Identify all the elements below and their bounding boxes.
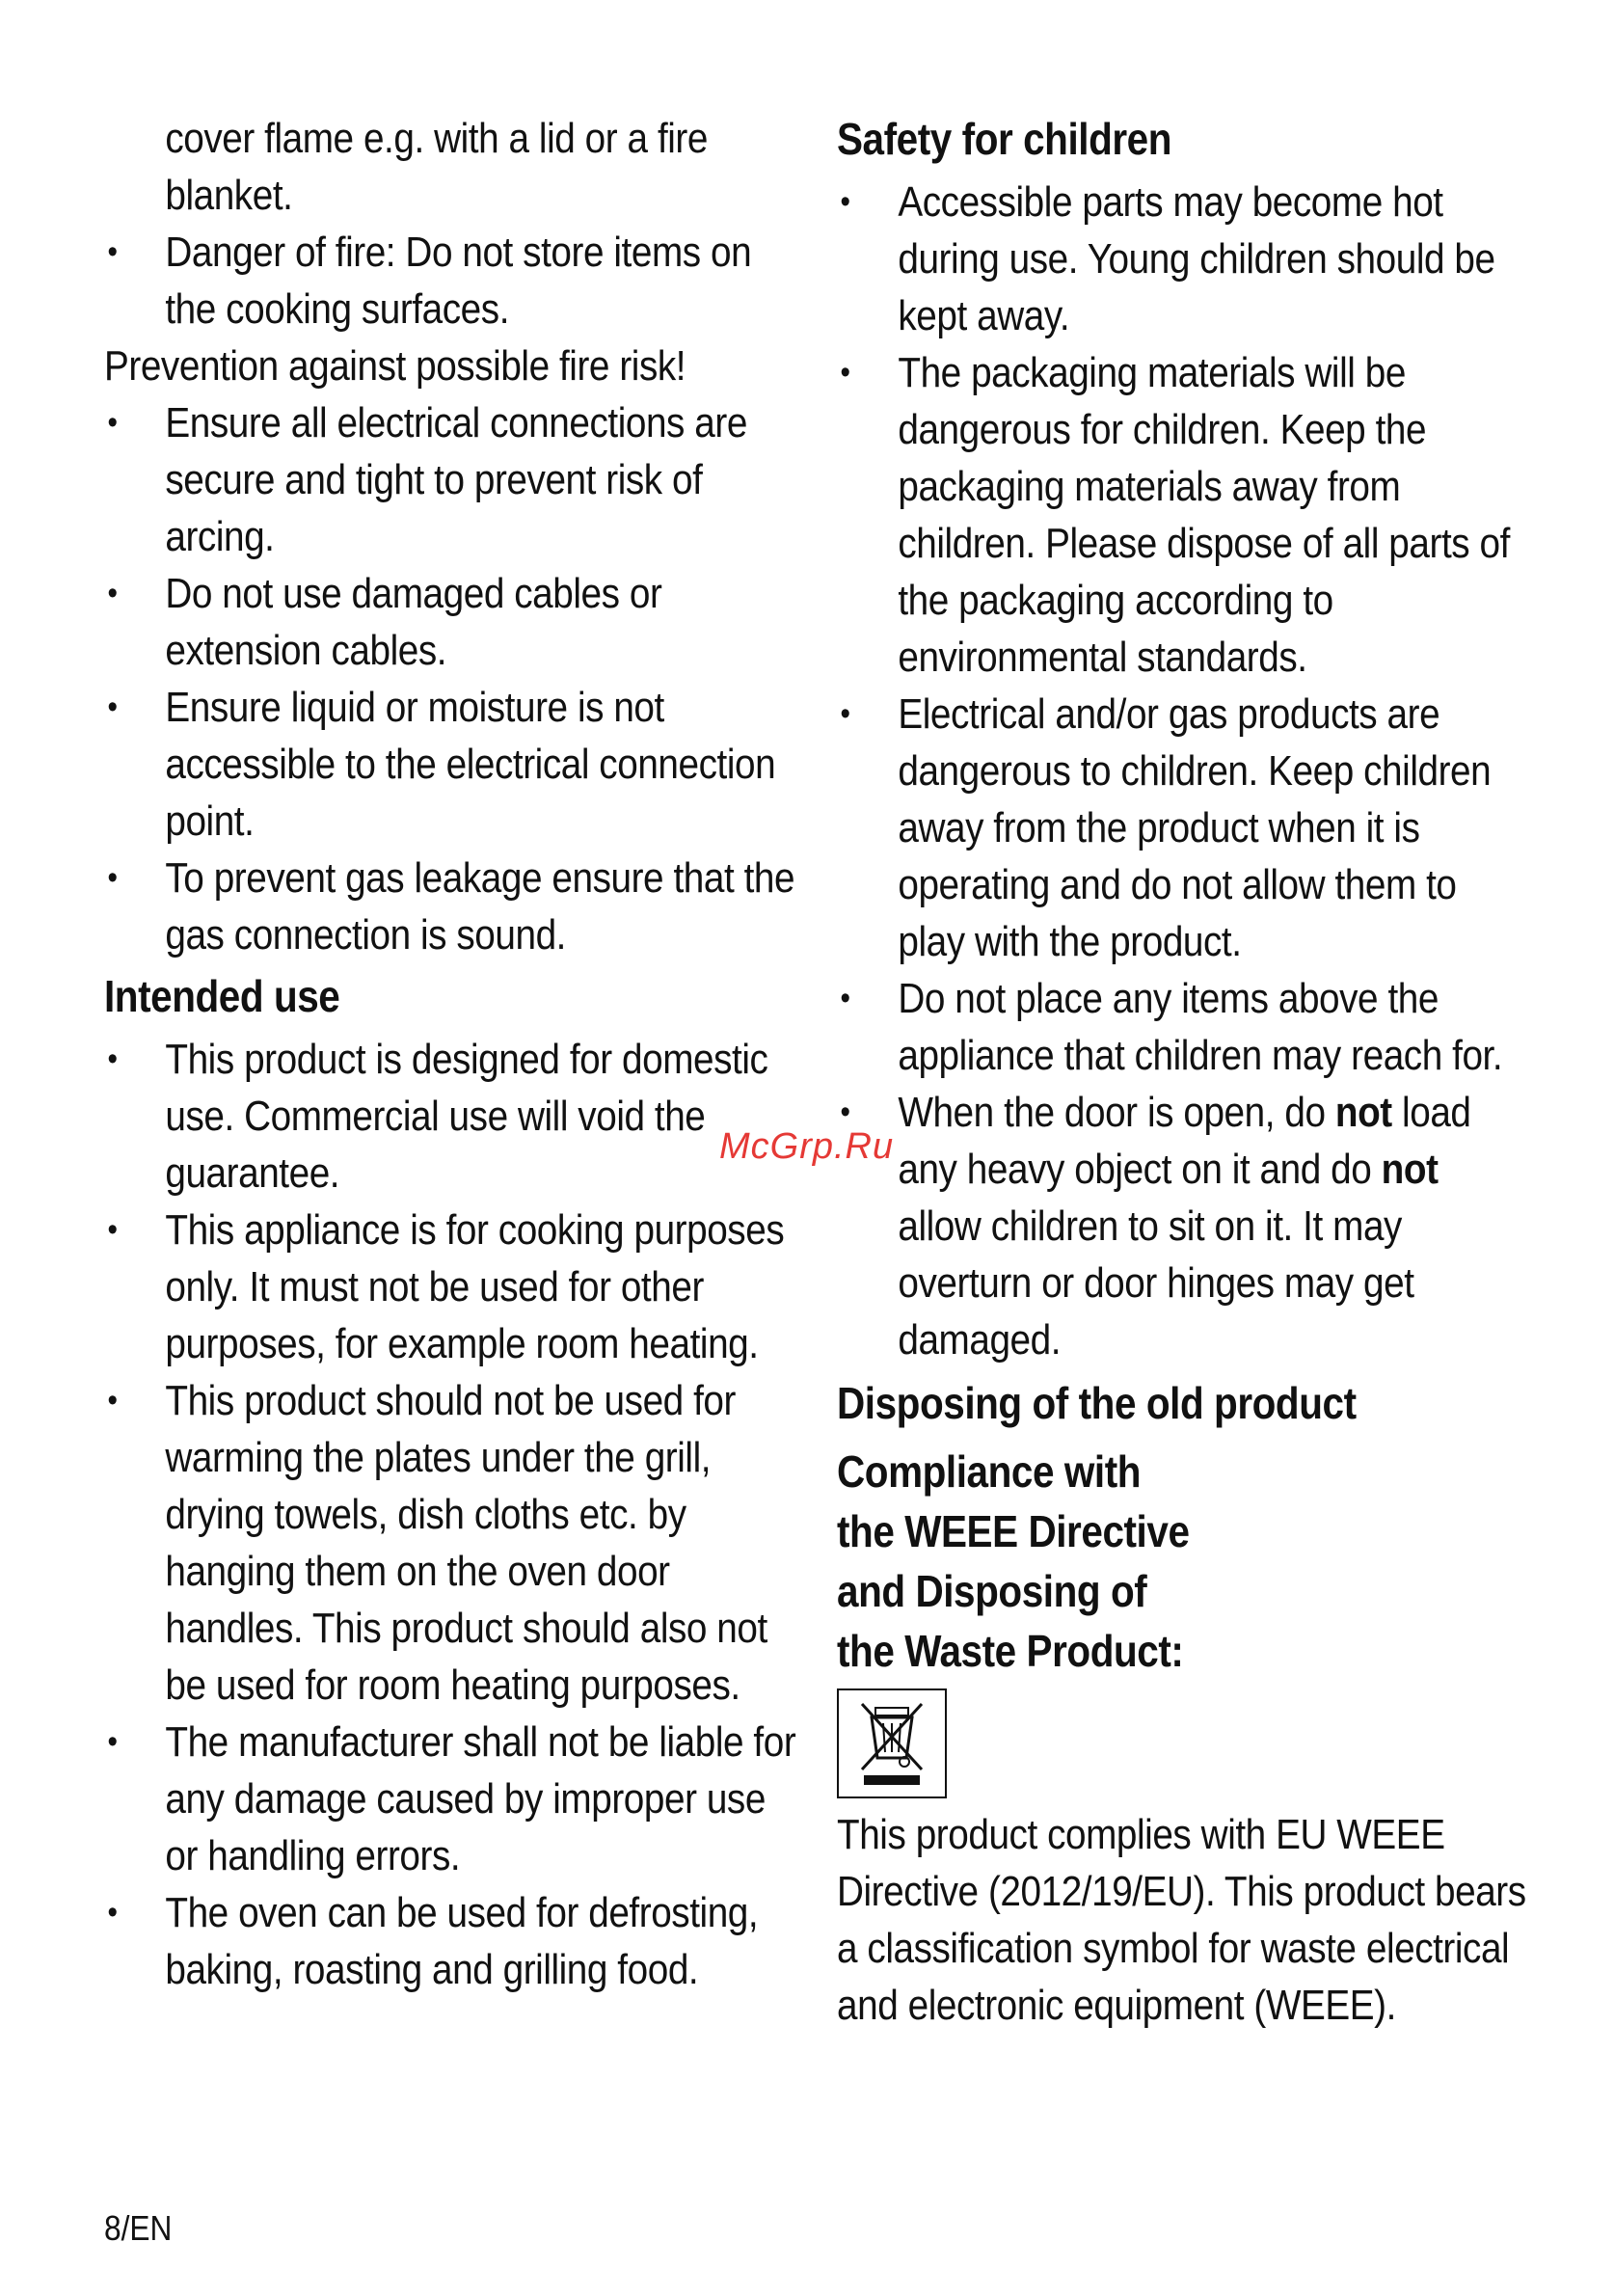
bullet: •	[107, 1382, 118, 1418]
left-column-text	[104, 110, 798, 963]
bullet: •	[840, 183, 850, 220]
list-item-text: Ensure liquid or moisture is not accessible to the electrical connection point.	[165, 684, 776, 845]
safety-for-children-heading: Safety for children	[837, 114, 1172, 164]
door-text-part2: load any heavy object on it and do	[898, 1089, 1471, 1193]
intended-use-list	[104, 1031, 798, 1998]
list-item-text: Do not place any items above the appliance that children may reach for.	[898, 975, 1503, 1079]
bullet: •	[107, 1894, 118, 1931]
bullet: •	[107, 404, 118, 441]
list-item	[837, 174, 1531, 344]
intro-continuation: cover flame e.g. with a lid or a fire blanket.	[165, 115, 708, 219]
list-item	[104, 1884, 798, 1998]
list-item-text: The oven can be used for defrosting, baking, roasting and grilling food.	[165, 1889, 759, 1993]
door-text-bold1: not	[1334, 1089, 1392, 1136]
list-item	[104, 224, 798, 338]
crossed-out-wheelie-bin-icon	[837, 1688, 947, 1798]
bullet: •	[840, 695, 850, 732]
right-column	[837, 110, 1531, 2034]
list-item-text: To prevent gas leakage ensure that the gas connection is sound.	[165, 854, 795, 959]
door-text-part1: When the door is open, do	[898, 1089, 1335, 1136]
list-item-text: The packaging materials will be dangerous for children. Keep the packaging materials away from children. Please dispose of all parts of the packaging according to environmental standards.	[898, 349, 1510, 681]
bullet: •	[107, 1211, 118, 1248]
list-item	[837, 970, 1531, 1084]
list-item	[837, 686, 1531, 970]
disposing-heading: Disposing of the old product	[837, 1378, 1357, 1428]
list-item-text: This product is designed for domestic use. Commercial use will void the guarantee.	[165, 1036, 768, 1197]
bullet: •	[107, 859, 118, 896]
list-item	[837, 344, 1531, 686]
door-text-part3: allow children to sit on it. It may overturn or door hinges may get damaged.	[898, 1202, 1414, 1364]
watermark: McGrp.Ru	[719, 1126, 895, 1167]
bullet: •	[840, 980, 850, 1016]
bullet: •	[107, 1040, 118, 1077]
list-item-text: The manufacturer shall not be liable for any damage caused by improper use or handling errors.	[165, 1718, 796, 1879]
list-item-text: Do not use damaged cables or extension cables.	[165, 570, 662, 674]
weee-compliance-heading: Compliance with the WEEE Directive and Disposing of the Waste Product:	[837, 1446, 1190, 1676]
list-item-text: This product should not be used for warming the plates under the grill, drying towels, dish cloths etc. by hanging them on the oven door handles. This product should also not be used for room heating purposes.	[165, 1377, 767, 1709]
page-number: 8/EN	[104, 2208, 173, 2248]
wheelie-bin-svg	[839, 1690, 945, 1796]
children-list	[837, 174, 1531, 1368]
list-item	[104, 565, 798, 679]
list-item-text: Danger of fire: Do not store items on the cooking surfaces.	[165, 229, 752, 333]
list-item-text: Electrical and/or gas products are dangerous to children. Keep children away from the product when it is operating and do not allow them to play with the product.	[898, 690, 1492, 965]
list-item-door	[837, 1084, 1531, 1368]
list-item	[104, 1202, 798, 1372]
bullet: •	[107, 575, 118, 611]
bullet: •	[107, 1723, 118, 1760]
bullet: •	[107, 689, 118, 725]
door-text-bold2: not	[1381, 1146, 1439, 1193]
list-item	[104, 1031, 798, 1202]
list-item-text: This appliance is for cooking purposes only. It must not be used for other purposes, for example room heating.	[165, 1206, 785, 1367]
prevention-line: Prevention against possible fire risk!	[104, 342, 686, 390]
list-item-text: Accessible parts may become hot during use. Young children should be kept away.	[898, 178, 1495, 339]
left-column	[104, 110, 798, 1998]
intended-use-heading: Intended use	[104, 971, 340, 1021]
list-item-text: Ensure all electrical connections are secure and tight to prevent risk of arcing.	[165, 399, 747, 560]
list-item	[104, 1372, 798, 1714]
bullet: •	[107, 233, 118, 270]
list-item	[104, 679, 798, 850]
list-item	[104, 394, 798, 565]
bullet: •	[840, 1094, 850, 1130]
list-item	[104, 1714, 798, 1884]
list-item	[104, 850, 798, 963]
bullet: •	[840, 354, 850, 391]
weee-text: This product complies with EU WEEE Directive (2012/19/EU). This product bears a classification symbol for waste electrical and electronic equipment (WEEE).	[837, 1811, 1526, 2029]
